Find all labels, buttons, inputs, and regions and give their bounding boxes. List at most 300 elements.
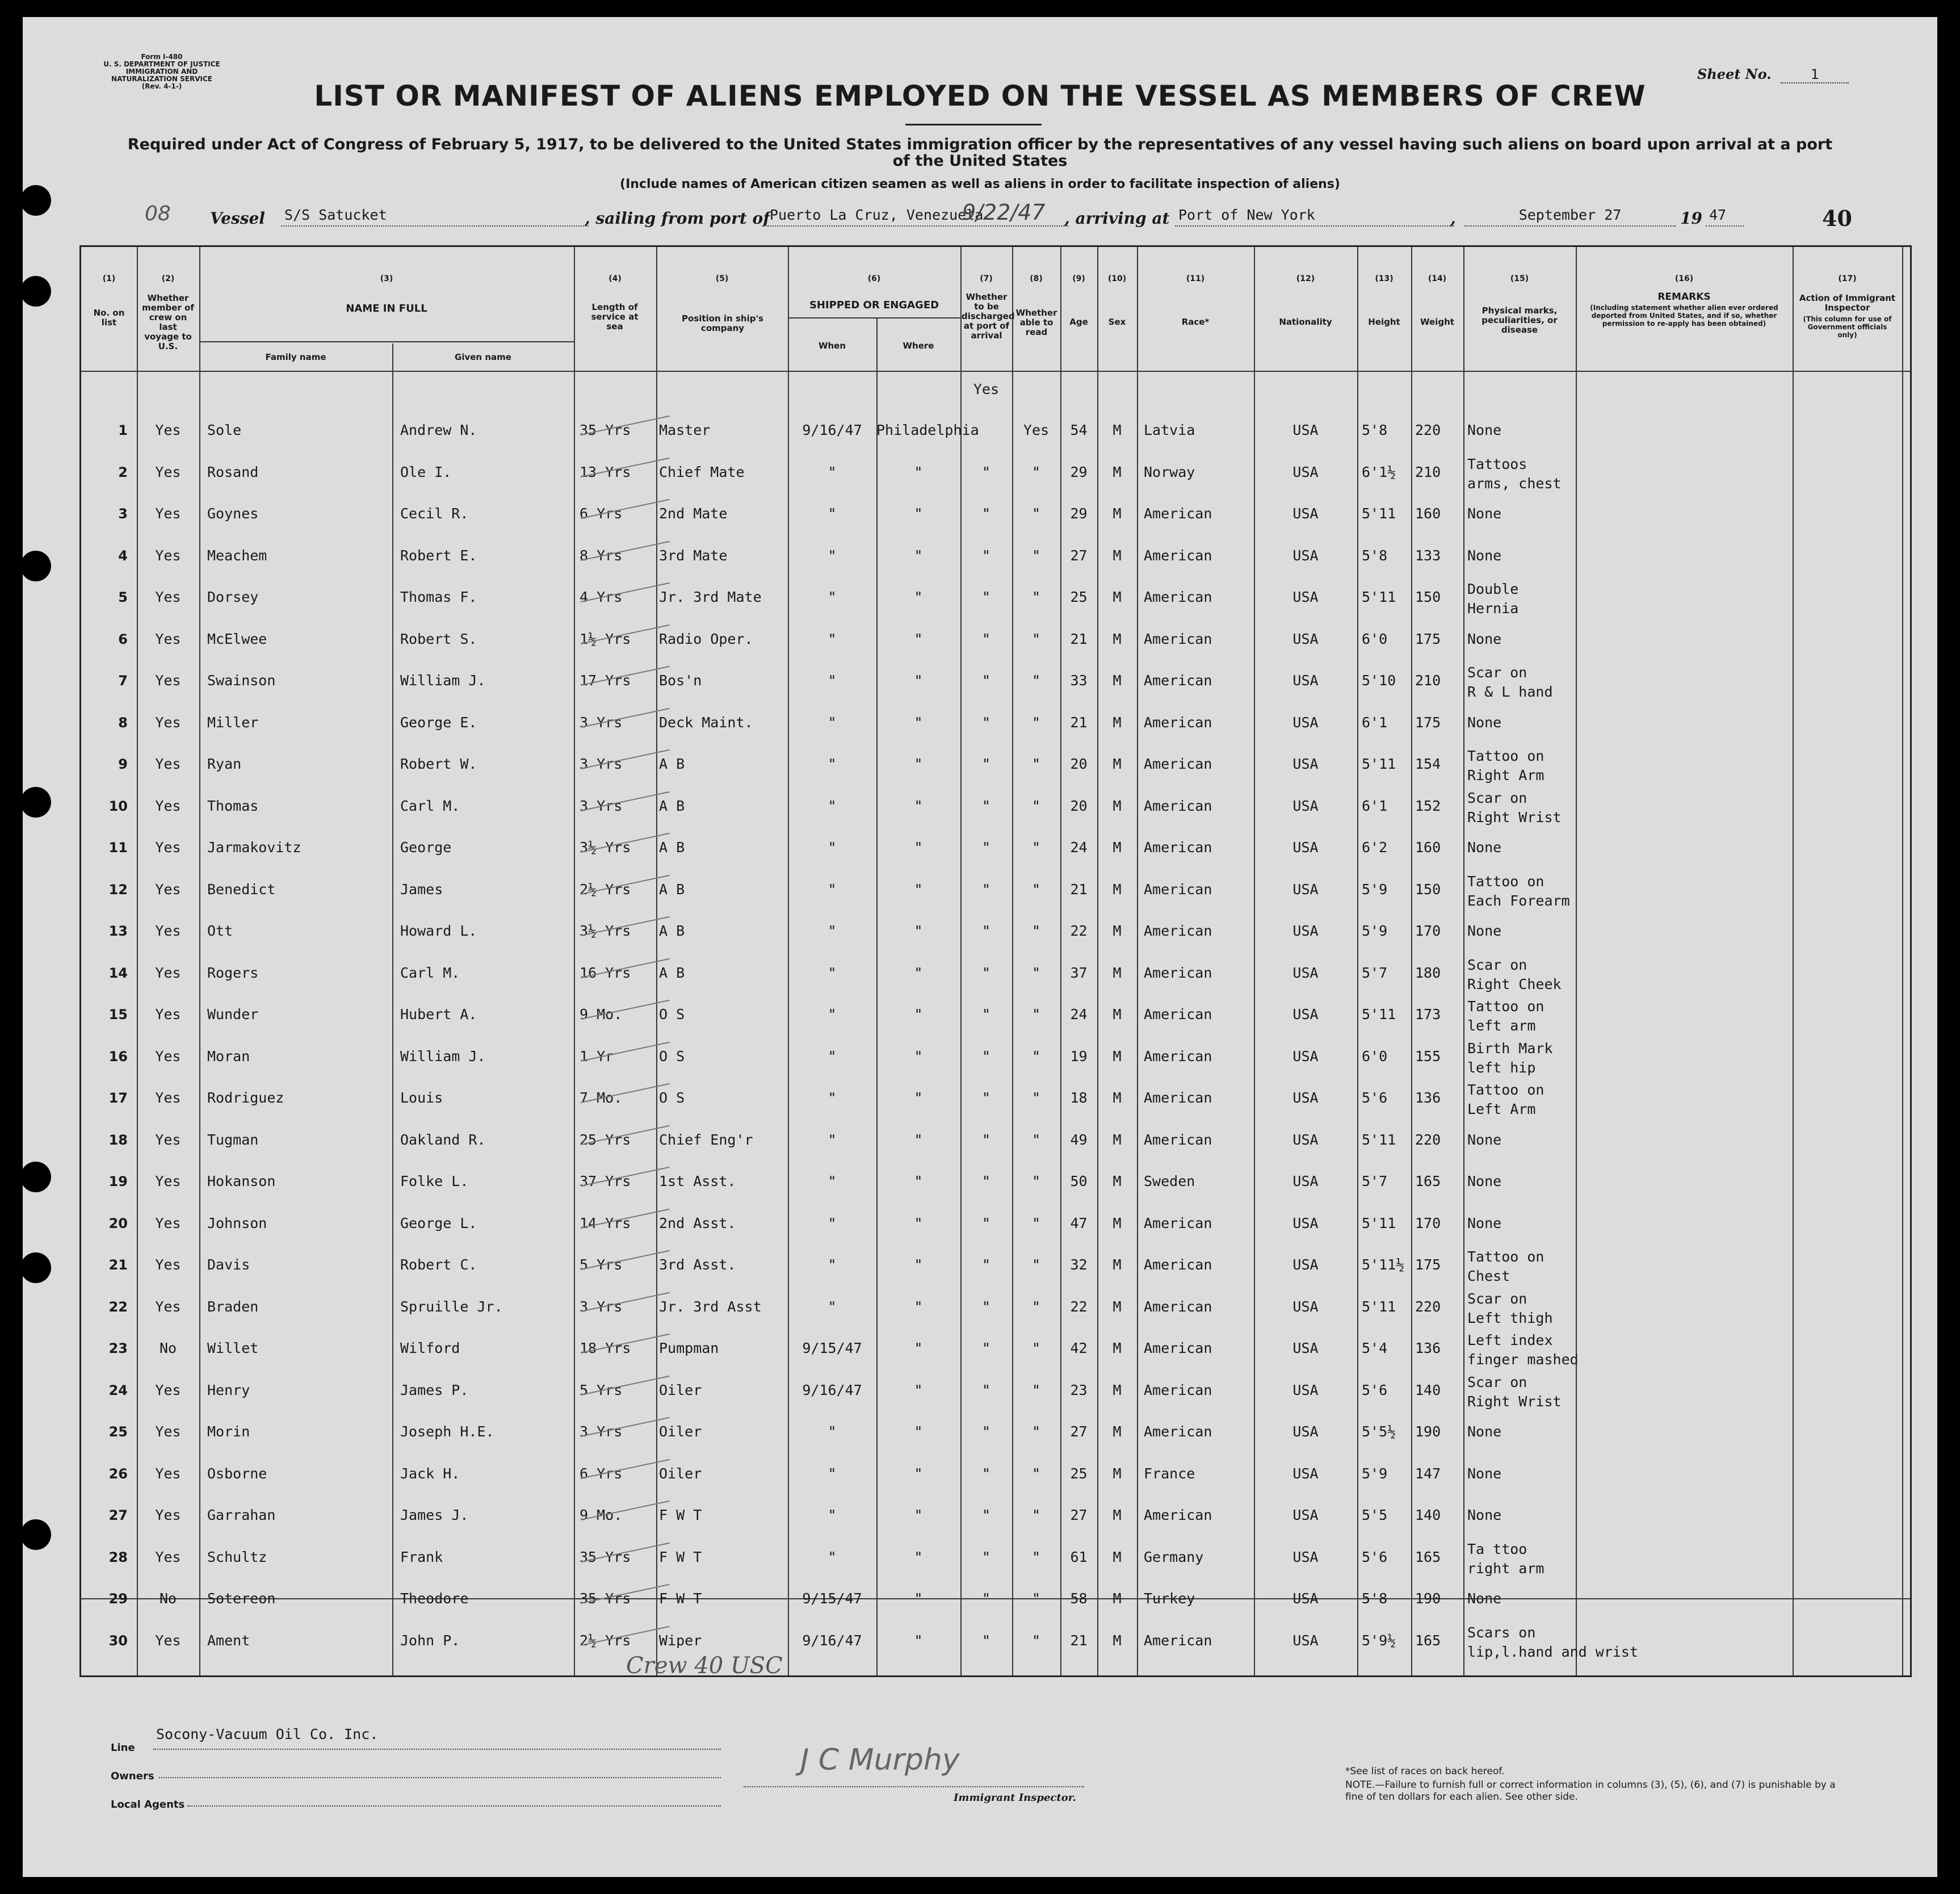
col-6-header: SHIPPED OR ENGAGED (809, 299, 939, 311)
service-length-cell: 37 Yrs (580, 1173, 631, 1189)
last-voyage-cell: Yes (155, 505, 181, 522)
family-name-cell: Moran (207, 1047, 250, 1065)
height-cell: 5'11 (1362, 505, 1396, 522)
nationality-cell: USA (1292, 756, 1319, 772)
position-cell: 2nd Asst. (659, 1214, 736, 1231)
nationality-cell: USA (1292, 422, 1319, 438)
race-cell: American (1144, 505, 1212, 522)
service-length-cell: 35 Yrs (580, 1548, 631, 1565)
race-cell: American (1144, 964, 1212, 981)
col-1-number: (1) (102, 274, 116, 283)
last-voyage-cell: Yes (155, 1090, 181, 1106)
able-to-read-cell: " (1031, 463, 1041, 480)
discharge-cell: " (981, 463, 991, 480)
sex-cell: M (1113, 505, 1122, 522)
height-cell: 5'10 (1362, 672, 1396, 689)
able-to-read-cell: " (1031, 839, 1041, 856)
last-voyage-cell: Yes (155, 756, 181, 772)
race-cell: Sweden (1144, 1173, 1195, 1189)
age-cell: 21 (1070, 630, 1088, 647)
family-name-cell: Goynes (207, 505, 259, 522)
discharge-cell: " (981, 547, 991, 564)
physical-marks-cell: Left index (1467, 1332, 1553, 1348)
position-cell: A B (659, 923, 685, 939)
shipped-where-header: Where (903, 341, 934, 351)
weight-cell: 220 (1415, 1131, 1441, 1148)
family-name-cell: Ott (207, 923, 233, 939)
discharge-cell: " (981, 881, 991, 898)
page-title: LIST OR MANIFEST OF ALIENS EMPLOYED ON THE VESSEL AS MEMBERS OF CREW (314, 79, 1646, 112)
owners-underline (159, 1777, 721, 1778)
sex-cell: M (1113, 1340, 1122, 1356)
weight-cell: 152 (1415, 797, 1441, 814)
physical-marks-cell: left hip (1467, 1059, 1536, 1076)
height-cell: 5'7 (1362, 1173, 1388, 1189)
given-name-cell: James P. (400, 1381, 469, 1398)
sheet-number-value: 1 (1781, 66, 1849, 83)
shipped-when-cell: " (828, 547, 837, 564)
family-name-cell: Ament (207, 1632, 250, 1649)
year-prefix: 19 (1680, 209, 1702, 228)
position-cell: Chief Mate (659, 463, 745, 480)
shipped-where-cell: " (914, 1548, 923, 1565)
discharge-cell: " (981, 1548, 991, 1565)
physical-marks-cell: None (1467, 1173, 1502, 1189)
age-cell: 58 (1070, 1590, 1088, 1607)
last-voyage-cell: Yes (155, 964, 181, 981)
family-name-cell: Braden (207, 1298, 259, 1315)
given-name-cell: Robert C. (400, 1256, 477, 1273)
service-length-cell: 14 Yrs (580, 1214, 631, 1231)
family-name-cell: Morin (207, 1423, 250, 1440)
height-cell: 5'7 (1362, 964, 1388, 981)
height-cell: 5'11 (1362, 756, 1396, 772)
shipped-when-cell: " (828, 1131, 837, 1148)
shipped-when-cell: " (828, 839, 837, 856)
last-voyage-cell: Yes (155, 797, 181, 814)
col-11-header: Race* (1181, 317, 1210, 327)
able-to-read-cell: " (1031, 1214, 1041, 1231)
physical-marks-cell: None (1467, 422, 1502, 438)
row-number: 24 (108, 1382, 128, 1398)
discharge-cell: " (981, 1090, 991, 1106)
row-number: 12 (108, 881, 128, 898)
given-name-cell: Ole I. (400, 463, 452, 480)
shipped-when-cell: " (828, 630, 837, 647)
sex-cell: M (1113, 1256, 1122, 1273)
given-name-cell: James (400, 881, 443, 898)
col-12-number: (12) (1296, 274, 1315, 283)
physical-marks-cell: Chest (1467, 1268, 1510, 1284)
shipped-where-cell: " (914, 1090, 923, 1106)
weight-cell: 133 (1415, 547, 1441, 564)
discharge-cell: " (981, 756, 991, 772)
family-name-cell: Sotereon (207, 1590, 276, 1607)
shipped-when-cell: 9/16/47 (802, 1381, 862, 1398)
family-name-cell: Rogers (207, 964, 259, 981)
discharge-cell: " (981, 714, 991, 731)
discharge-cell: " (981, 630, 991, 647)
physical-marks-cell: Tattoo on (1467, 873, 1545, 890)
discharge-yes-note: Yes (973, 381, 1000, 397)
able-to-read-cell: " (1031, 1507, 1041, 1523)
shipped-where-cell: " (914, 589, 923, 605)
last-voyage-cell: Yes (155, 547, 181, 564)
service-length-cell: 25 Yrs (580, 1131, 631, 1148)
arriving-label: , arriving at (1064, 209, 1170, 228)
handwritten-crew-note: Crew 40 USC (626, 1653, 783, 1679)
physical-marks-cell: Scar on (1467, 956, 1527, 973)
col-9-header: Age (1069, 317, 1088, 327)
height-cell: 5'9 (1362, 881, 1388, 898)
age-cell: 27 (1070, 1423, 1088, 1440)
last-voyage-cell: No (159, 1590, 177, 1607)
height-cell: 5'5 (1362, 1507, 1388, 1523)
age-cell: 24 (1070, 1006, 1088, 1023)
height-cell: 5'11 (1362, 1131, 1396, 1148)
last-voyage-cell: Yes (155, 1006, 181, 1023)
physical-marks-cell: None (1467, 1423, 1502, 1440)
given-name-cell: Carl M. (400, 964, 460, 981)
discharge-cell: " (981, 839, 991, 856)
age-cell: 20 (1070, 797, 1088, 814)
col-13-header: Height (1368, 317, 1400, 327)
sex-cell: M (1113, 1423, 1122, 1440)
position-cell: O S (659, 1090, 685, 1106)
sex-cell: M (1113, 589, 1122, 605)
race-cell: France (1144, 1465, 1195, 1482)
service-length-cell: 3 Yrs (580, 1298, 623, 1315)
physical-marks-cell: finger mashed (1467, 1351, 1579, 1368)
age-cell: 19 (1070, 1047, 1088, 1065)
age-cell: 22 (1070, 1298, 1088, 1315)
physical-marks-cell: arms, chest (1467, 475, 1562, 492)
line-underline (153, 1749, 721, 1750)
age-cell: 32 (1070, 1256, 1088, 1273)
sex-cell: M (1113, 1632, 1122, 1649)
nationality-cell: USA (1292, 1214, 1319, 1231)
col-17-subheader: (This column for use of Government officials only) (1803, 315, 1892, 339)
discharge-cell: " (981, 1507, 991, 1523)
last-voyage-cell: Yes (155, 463, 181, 480)
position-cell: A B (659, 756, 685, 772)
form-revision: (Rev. 4-1-) (141, 82, 182, 90)
local-agents-label: Local Agents (111, 1799, 185, 1811)
able-to-read-cell: " (1031, 1006, 1041, 1023)
shipped-where-cell: " (914, 1340, 923, 1356)
sex-cell: M (1113, 672, 1122, 689)
nationality-cell: USA (1292, 547, 1319, 564)
row-number: 21 (108, 1257, 128, 1273)
sex-cell: M (1113, 1006, 1122, 1023)
given-name-cell: George (400, 839, 452, 856)
physical-marks-cell: None (1467, 630, 1502, 647)
position-cell: F W T (659, 1590, 702, 1607)
race-cell: American (1144, 839, 1212, 856)
race-cell: American (1144, 1423, 1212, 1440)
races-note: *See list of races on back hereof. (1345, 1766, 1505, 1777)
weight-cell: 150 (1415, 881, 1441, 898)
nationality-cell: USA (1292, 1381, 1319, 1398)
race-cell: Turkey (1144, 1590, 1195, 1607)
weight-cell: 175 (1415, 1256, 1441, 1273)
physical-marks-cell: Left Arm (1467, 1101, 1536, 1117)
sex-cell: M (1113, 881, 1122, 898)
row-number: 23 (108, 1340, 128, 1356)
height-cell: 5'4 (1362, 1340, 1388, 1356)
punch-hole (23, 1162, 51, 1192)
race-cell: American (1144, 1340, 1212, 1356)
race-cell: American (1144, 1632, 1212, 1649)
age-cell: 37 (1070, 964, 1088, 981)
service-length-cell: 3½ Yrs (580, 923, 631, 939)
age-cell: 22 (1070, 923, 1088, 939)
service-length-cell: 5 Yrs (580, 1256, 623, 1273)
page-stamp-number: 40 (1822, 206, 1852, 231)
nationality-cell: USA (1292, 797, 1319, 814)
position-cell: Pumpman (659, 1340, 719, 1356)
able-to-read-cell: " (1031, 1632, 1041, 1649)
family-name-cell: Hokanson (207, 1173, 276, 1189)
nationality-cell: USA (1292, 1173, 1319, 1189)
punch-hole (23, 787, 51, 818)
page-subnote: (Include names of American citizen seamen as well as aliens in order to facilitate inspection of aliens) (620, 177, 1340, 191)
weight-cell: 140 (1415, 1507, 1441, 1523)
given-name-cell: George L. (400, 1214, 477, 1231)
physical-marks-cell: None (1467, 1214, 1502, 1231)
last-voyage-cell: Yes (155, 1465, 181, 1482)
col-17-header: Action of Immigrant Inspector (1799, 293, 1896, 313)
height-cell: 5'11 (1362, 1214, 1396, 1231)
last-voyage-cell: Yes (155, 923, 181, 939)
shipped-when-cell: " (828, 1507, 837, 1523)
discharge-cell: " (981, 1298, 991, 1315)
shipped-when-cell: 9/15/47 (802, 1340, 862, 1356)
given-name-cell: James J. (400, 1507, 469, 1523)
row-number: 2 (118, 464, 128, 480)
shipped-when-cell: " (828, 1214, 837, 1231)
given-name-cell: Oakland R. (400, 1131, 486, 1148)
service-length-cell: 3½ Yrs (580, 839, 631, 856)
weight-cell: 180 (1415, 964, 1441, 981)
col-13-number: (13) (1375, 274, 1394, 283)
nationality-cell: USA (1292, 1548, 1319, 1565)
row-number: 14 (108, 965, 128, 981)
race-cell: American (1144, 1090, 1212, 1106)
signature-underline (744, 1786, 1084, 1787)
weight-cell: 154 (1415, 756, 1441, 772)
position-cell: Bos'n (659, 672, 702, 689)
position-cell: Chief Eng'r (659, 1131, 753, 1148)
height-cell: 5'11½ (1362, 1256, 1405, 1273)
position-cell: O S (659, 1006, 685, 1023)
physical-marks-cell: Right Cheek (1467, 975, 1562, 992)
physical-marks-cell: Right Arm (1467, 767, 1545, 783)
position-cell: 1st Asst. (659, 1173, 736, 1189)
col-7-header: Whether to be discharged at port of arrival (962, 292, 1015, 341)
height-cell: 5'9½ (1362, 1632, 1396, 1649)
family-name-cell: Benedict (207, 881, 276, 898)
col-16-subheader: (Including statement whether alien ever ordered deported from United States, and if so, whether permission to re-apply has been obtained) (1590, 304, 1778, 328)
race-cell: Latvia (1144, 422, 1195, 438)
age-cell: 27 (1070, 1507, 1088, 1523)
shipped-where-cell: " (914, 547, 923, 564)
discharge-cell: " (981, 672, 991, 689)
able-to-read-cell: " (1031, 881, 1041, 898)
last-voyage-cell: Yes (155, 1256, 181, 1273)
manifest-sheet (23, 17, 1937, 1877)
weight-cell: 173 (1415, 1006, 1441, 1023)
race-cell: American (1144, 714, 1212, 731)
discharge-cell: " (981, 1632, 991, 1649)
able-to-read-cell: " (1031, 1256, 1041, 1273)
last-voyage-cell: Yes (155, 589, 181, 605)
weight-cell: 210 (1415, 672, 1441, 689)
shipped-where-cell: " (914, 1632, 923, 1649)
col-16-header: REMARKS (1657, 291, 1711, 303)
form-number: Form I-480 (141, 53, 183, 61)
physical-marks-cell: None (1467, 1131, 1502, 1148)
height-cell: 6'0 (1362, 630, 1388, 647)
shipped-where-cell: " (914, 1381, 923, 1398)
row-number: 18 (108, 1132, 128, 1148)
service-length-cell: 7 Mo. (580, 1090, 623, 1106)
shipped-where-cell: " (914, 1507, 923, 1523)
row-number: 19 (108, 1174, 128, 1189)
age-cell: 23 (1070, 1381, 1088, 1398)
family-name-cell: Henry (207, 1381, 250, 1398)
physical-marks-cell: Birth Mark (1467, 1040, 1553, 1057)
age-cell: 49 (1070, 1131, 1088, 1148)
service-length-cell: 9 Mo. (580, 1006, 623, 1023)
shipped-where-cell: " (914, 923, 923, 939)
physical-marks-cell: None (1467, 923, 1502, 939)
nationality-cell: USA (1292, 1465, 1319, 1482)
height-cell: 5'11 (1362, 1298, 1396, 1315)
family-name-cell: Thomas (207, 797, 259, 814)
shipped-where-cell: Philadelphia (876, 422, 979, 438)
race-cell: American (1144, 630, 1212, 647)
shipped-when-cell: " (828, 881, 837, 898)
physical-marks-cell: left arm (1467, 1017, 1536, 1034)
age-cell: 20 (1070, 756, 1088, 772)
able-to-read-cell: " (1031, 1548, 1041, 1565)
family-name-cell: Osborne (207, 1465, 267, 1482)
col-8-number: (8) (1030, 274, 1043, 283)
col-2-number: (2) (161, 274, 175, 283)
shipped-where-cell: " (914, 839, 923, 856)
family-name-cell: Ryan (207, 756, 242, 772)
nationality-cell: USA (1292, 1006, 1319, 1023)
physical-marks-cell: R & L hand (1467, 684, 1553, 700)
height-cell: 5'11 (1362, 589, 1396, 605)
given-name-cell: Spruille Jr. (400, 1298, 503, 1315)
shipped-where-cell: " (914, 1131, 923, 1148)
physical-marks-cell: Each Forearm (1467, 892, 1570, 909)
row-number: 7 (118, 673, 128, 689)
shipped-when-cell: " (828, 964, 837, 981)
penalty-note: NOTE.—Failure to furnish full or correct information in columns (3), (5), (6), and (7) is punishable by a fine of ten dollars for each alien. See other side. (1345, 1779, 1836, 1803)
physical-marks-cell: Scar on (1467, 789, 1527, 806)
service-length-cell: 6 Yrs (580, 1465, 623, 1482)
nationality-cell: USA (1292, 714, 1319, 731)
discharge-cell: " (981, 1047, 991, 1065)
age-cell: 25 (1070, 589, 1088, 605)
given-name-cell: Jack H. (400, 1465, 460, 1482)
discharge-cell: " (981, 1214, 991, 1231)
service-length-cell: 1 Yr (580, 1047, 614, 1065)
sex-cell: M (1113, 463, 1122, 480)
weight-cell: 160 (1415, 839, 1441, 856)
nationality-cell: USA (1292, 1340, 1319, 1356)
weight-cell: 140 (1415, 1381, 1441, 1398)
last-voyage-cell: Yes (155, 1632, 181, 1649)
position-cell: F W T (659, 1507, 702, 1523)
service-length-cell: 6 Yrs (580, 505, 623, 522)
discharge-cell: " (981, 1173, 991, 1189)
col-5-number: (5) (715, 274, 729, 283)
physical-marks-cell: Tattoo on (1467, 748, 1545, 764)
given-name-cell: Louis (400, 1090, 443, 1106)
family-name-cell: Garrahan (207, 1507, 276, 1523)
weight-cell: 165 (1415, 1173, 1441, 1189)
shipped-when-cell: " (828, 1090, 837, 1106)
service-length-cell: 35 Yrs (580, 1590, 631, 1607)
weight-cell: 165 (1415, 1548, 1441, 1565)
service-length-cell: 13 Yrs (580, 463, 631, 480)
discharge-cell: " (981, 964, 991, 981)
physical-marks-cell: Tattoo on (1467, 998, 1545, 1015)
weight-cell: 210 (1415, 463, 1441, 480)
able-to-read-cell: " (1031, 1423, 1041, 1440)
family-name-cell: Rosand (207, 463, 259, 480)
weight-cell: 190 (1415, 1590, 1441, 1607)
physical-marks-cell: None (1467, 547, 1502, 564)
shipped-when-cell: " (828, 1256, 837, 1273)
col-15-number: (15) (1510, 274, 1529, 283)
inspector-label: Immigrant Inspector. (954, 1792, 1076, 1804)
able-to-read-cell: " (1031, 672, 1041, 689)
nationality-cell: USA (1292, 881, 1319, 898)
position-cell: 2nd Mate (659, 505, 728, 522)
line-label: Line (111, 1742, 135, 1754)
col-5-header: Position in ship's company (682, 313, 763, 333)
shipped-when-cell: " (828, 1006, 837, 1023)
nationality-cell: USA (1292, 505, 1319, 522)
family-name-cell: Jarmakovitz (207, 839, 301, 856)
race-cell: American (1144, 1507, 1212, 1523)
row-number: 26 (108, 1465, 128, 1482)
arrival-date: September 27 (1464, 207, 1676, 227)
able-to-read-cell: " (1031, 1340, 1041, 1356)
race-cell: American (1144, 589, 1212, 605)
age-cell: 50 (1070, 1173, 1088, 1189)
row-number: 16 (108, 1048, 128, 1065)
shipped-where-cell: " (914, 1047, 923, 1065)
age-cell: 25 (1070, 1465, 1088, 1482)
given-name-cell: Robert W. (400, 756, 477, 772)
weight-cell: 190 (1415, 1423, 1441, 1440)
sex-cell: M (1113, 1507, 1122, 1523)
nationality-cell: USA (1292, 839, 1319, 856)
physical-marks-cell: Tattoos (1467, 455, 1527, 472)
height-cell: 6'2 (1362, 839, 1388, 856)
service-length-cell: 3 Yrs (580, 756, 623, 772)
discharge-cell: " (981, 1590, 991, 1607)
sex-cell: M (1113, 923, 1122, 939)
sailing-from: Puerto La Cruz, Venezuela (766, 207, 1068, 227)
physical-marks-cell: Scar on (1467, 1373, 1527, 1390)
